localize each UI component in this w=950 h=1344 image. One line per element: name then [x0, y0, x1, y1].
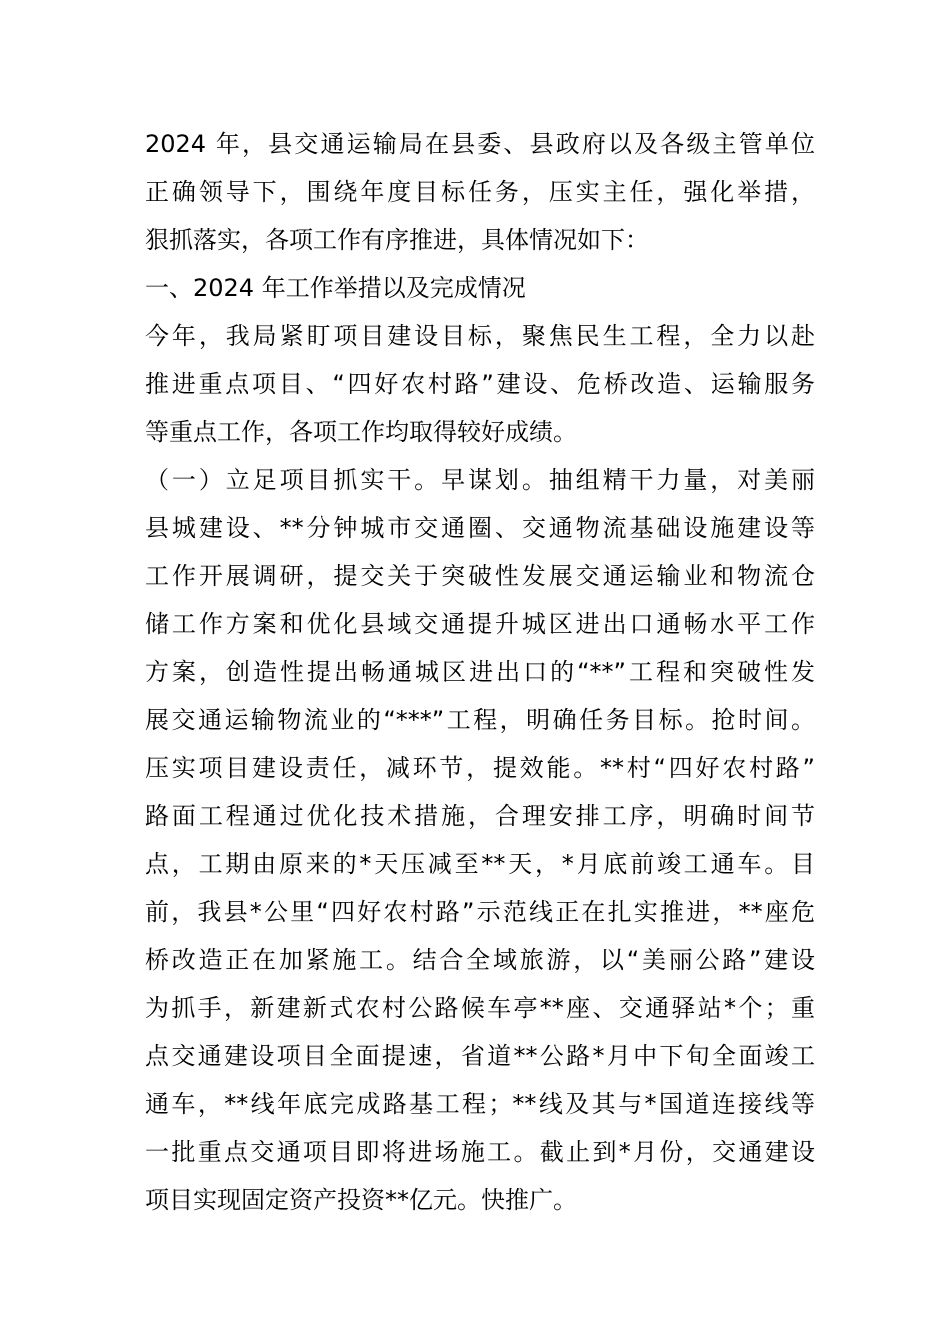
- paragraph-line: 正确领导下，围绕年度目标任务，压实主任，强化举措，: [145, 178, 815, 206]
- paragraph-line: 工作开展调研，提交关于突破性发展交通运输业和物流仓: [145, 562, 815, 590]
- paragraph-line: 桥改造正在加紧施工。结合全域旅游，以“美丽公路”建设: [145, 946, 815, 974]
- paragraph-line: 通车，**线年底完成路基工程；**线及其与*国道连接线等: [145, 1090, 815, 1118]
- paragraph-line: 前，我县*公里“四好农村路”示范线正在扎实推进，**座危: [145, 898, 815, 926]
- paragraph-line: 展交通运输物流业的“***”工程，明确任务目标。抢时间。: [145, 706, 815, 734]
- paragraph-line: 今年，我局紧盯项目建设目标，聚焦民生工程，全力以赴: [145, 322, 815, 350]
- paragraph-line: 路面工程通过优化技术措施，合理安排工序，明确时间节: [145, 802, 815, 830]
- paragraph-line: 等重点工作，各项工作均取得较好成绩。: [145, 418, 577, 446]
- paragraph-line: 方案，创造性提出畅通城区进出口的“**”工程和突破性发: [145, 658, 815, 686]
- paragraph-line: 点，工期由原来的*天压减至**天，*月底前竣工通车。目: [145, 850, 815, 878]
- paragraph-line: 一批重点交通项目即将进场施工。截止到*月份，交通建设: [145, 1138, 815, 1166]
- paragraph-line: 推进重点项目、“四好农村路”建设、危桥改造、运输服务: [145, 370, 815, 398]
- paragraph-line: 储工作方案和优化县域交通提升城区进出口通畅水平工作: [145, 610, 815, 638]
- subsection-heading-line: （一）立足项目抓实干。早谋划。抽组精干力量，对美丽: [145, 466, 815, 494]
- paragraph-line: 点交通建设项目全面提速，省道**公路*月中下旬全面竣工: [145, 1042, 815, 1070]
- document-body: [145, 120, 815, 1224]
- paragraph-line: 2024 年，县交通运输局在县委、县政府以及各级主管单位: [145, 130, 815, 158]
- paragraph-line: 狠抓落实，各项工作有序推进，具体情况如下：: [145, 226, 649, 254]
- paragraph-line: 县城建设、**分钟城市交通圈、交通物流基础设施建设等: [145, 514, 815, 542]
- paragraph-line: 压实项目建设责任，减环节，提效能。**村“四好农村路”: [145, 754, 815, 782]
- section-heading: 一、2024 年工作举措以及完成情况: [145, 274, 526, 302]
- paragraph-line: 项目实现固定资产投资**亿元。快推广。: [145, 1186, 577, 1214]
- paragraph-line: 为抓手，新建新式农村公路候车亭**座、交通驿站*个；重: [145, 994, 815, 1022]
